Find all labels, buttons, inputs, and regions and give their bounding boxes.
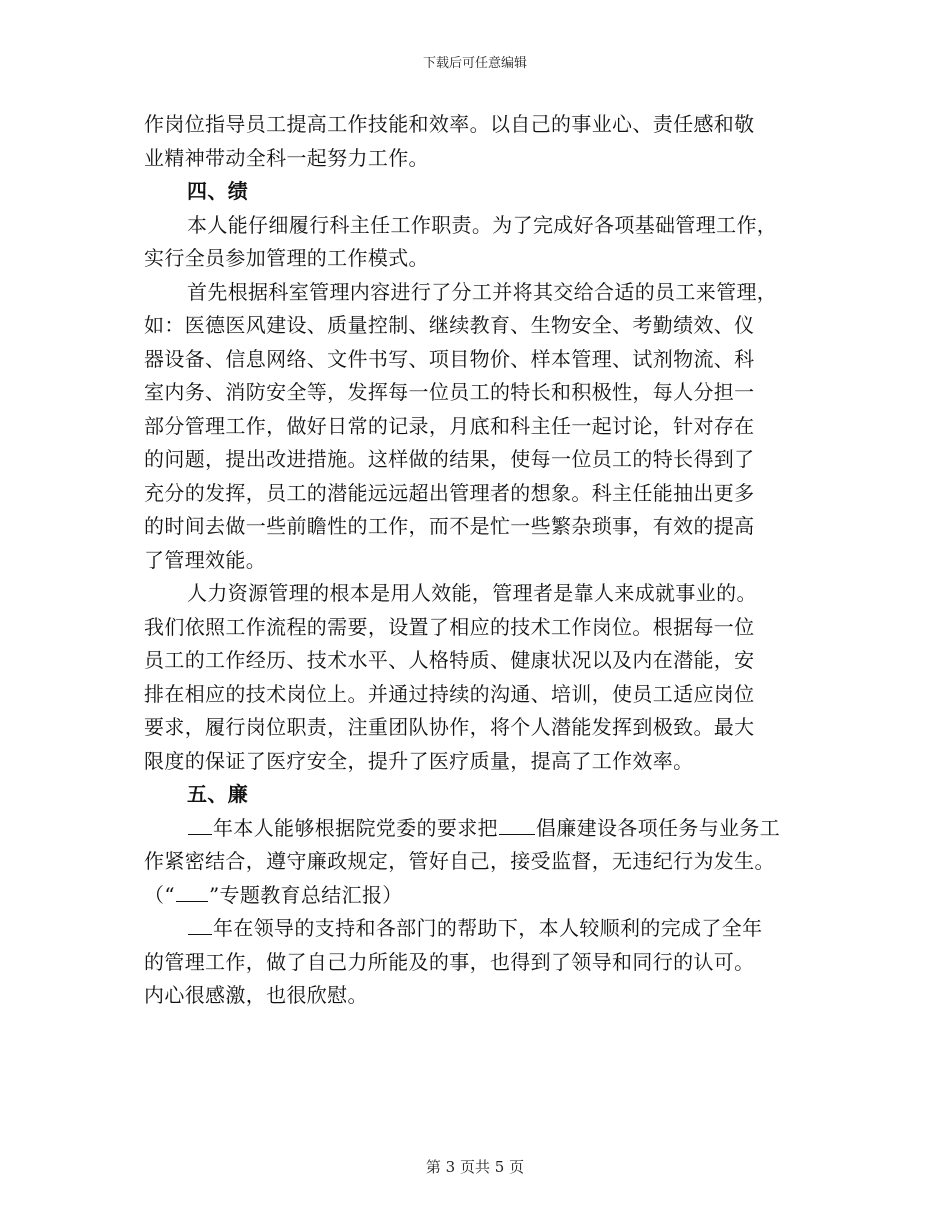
- text-segment: 倡廉建设各项任务与业务工: [535, 815, 781, 840]
- text-line: 本人能仔细履行科主任工作职责。为了完成好各项基础管理工作，: [187, 212, 778, 237]
- text-line: 首先根据科室管理内容进行了分工并将其交给合适的员工来管理，: [187, 279, 778, 304]
- section-heading: 五、廉: [187, 782, 249, 806]
- text-line: 器设备、信息网络、文件书写、项目物价、样本管理、试剂物流、科: [144, 346, 755, 371]
- text-line: 部分管理工作，做好日常的记录，月底和科主任一起讨论，针对存在: [144, 413, 755, 438]
- text-line: 内心很感激，也很欣慰。: [144, 983, 368, 1007]
- text-segment: 年本人能够根据院党委的要求把: [213, 815, 498, 840]
- text-line: 室内务、消防安全等，发挥每一位员工的特长和积极性，每人分担一: [144, 380, 755, 404]
- text-line: 作紧密结合，遵守廉政规定，管好自己，接受监督，无违纪行为发生。: [144, 849, 775, 873]
- document-body: [144, 108, 808, 1013]
- page-header-note: 下载后可任意编辑: [422, 56, 527, 71]
- section-heading: 四、绩: [187, 179, 249, 203]
- fill-in-blank: [499, 813, 535, 835]
- fill-in-blank: [188, 813, 212, 835]
- text-line: 充分的发挥，员工的潜能远远超出管理者的想象。科主任能抽出更多: [144, 480, 755, 505]
- page-number: 第 3 页共 5 页: [425, 1158, 525, 1176]
- text-line: 实行全员参加管理的工作模式。: [144, 246, 429, 270]
- text-line: 员工的工作经历、技术水平、人格特质、健康状况以及内在潜能，安: [144, 648, 755, 672]
- text-line-with-blanks: [144, 812, 808, 846]
- fill-in-blank: [188, 913, 212, 935]
- text-line: 限度的保证了医疗安全，提升了医疗质量，提高了工作效率。: [144, 748, 694, 773]
- text-line-with-blanks: [144, 912, 808, 946]
- text-line: 的时间去做一些前瞻性的工作，而不是忙一些繁杂琐事，有效的提高: [144, 514, 755, 538]
- text-line: 要求，履行岗位职责，注重团队协作，将个人潜能发挥到极致。最大: [144, 715, 755, 739]
- text-line-with-blanks: [144, 879, 808, 913]
- text-line: 我们依照工作流程的需要，设置了相应的技术工作岗位。根据每一位: [144, 614, 755, 639]
- text-segment: ”专题教育总结汇报）: [208, 882, 403, 907]
- text-line: 人力资源管理的根本是用人效能，管理者是靠人来成就事业的。: [187, 581, 757, 605]
- text-line: 如：医德医风建设、质量控制、继续教育、生物安全、考勤绩效、仪: [144, 313, 755, 337]
- fill-in-blank: [176, 880, 208, 902]
- text-segment: （“: [144, 882, 175, 907]
- text-line: 的管理工作，做了自己力所能及的事，也得到了领导和同行的认可。: [144, 949, 755, 974]
- text-line: 了管理效能。: [144, 547, 267, 572]
- text-line: 作岗位指导员工提高工作技能和效率。以自己的事业心、责任感和敬: [144, 112, 755, 136]
- text-line: 业精神带动全科一起努力工作。: [144, 145, 429, 170]
- text-line: 排在相应的技术岗位上。并通过持续的沟通、培训，使员工适应岗位: [144, 681, 755, 706]
- text-segment: 年在领导的支持和各部门的帮助下，本人较顺利的完成了全年: [213, 916, 763, 940]
- text-line: 的问题，提出改进措施。这样做的结果，使每一位员工的特长得到了: [144, 447, 755, 471]
